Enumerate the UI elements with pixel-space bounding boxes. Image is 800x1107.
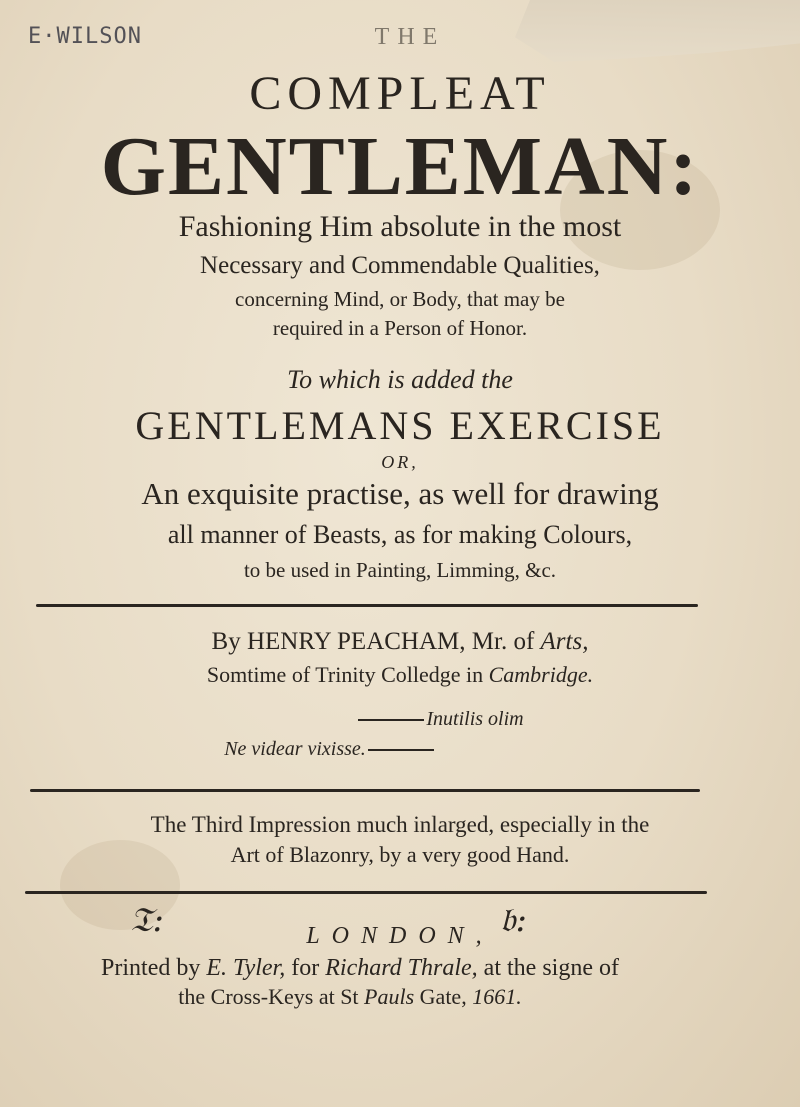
imprint-line-1 — [0, 955, 760, 982]
imprint-location-2: Pauls — [364, 984, 415, 1009]
author-name: By HENRY PEACHAM, Mr. of — [211, 628, 535, 655]
subtitle-line-1: Fashioning Him absolute in the most — [178, 210, 622, 243]
printer-ornament-left: 𝔗: — [130, 900, 164, 940]
motto-text-2: Ne videar vixisse. — [224, 738, 366, 760]
printer-ornament-right: 𝔟: — [500, 900, 527, 940]
motto-text-1: Inutilis olim — [426, 708, 524, 730]
title-gentleman: GENTLEMAN: — [100, 120, 700, 213]
motto-line-1 — [40, 708, 800, 731]
imprint-sign: at the signe of — [483, 955, 619, 981]
imprint-line-2 — [0, 984, 750, 1010]
imprint-publisher: Richard Thrale, — [325, 955, 478, 981]
divider-rule — [30, 789, 700, 792]
edition-line-2: Art of Blazonry, by a very good Hand. — [230, 842, 570, 867]
imprint-printed-by: Printed by — [101, 955, 201, 981]
addition-line-3: to be used in Painting, Limming, &c. — [243, 558, 557, 582]
title-the: THE — [374, 24, 446, 50]
ownership-stamp: E·WILSON — [28, 24, 142, 49]
divider-rule — [36, 604, 698, 607]
subtitle-line-4: required in a Person of Honor. — [272, 316, 528, 340]
divider-rule — [25, 891, 707, 894]
author-affiliation-line — [0, 662, 800, 688]
author-affiliation: Somtime of Trinity Colledge in — [206, 662, 484, 687]
author-place: Cambridge. — [488, 662, 594, 687]
motto-dash — [368, 749, 434, 751]
subtitle-line-2: Necessary and Commendable Qualities, — [200, 252, 600, 279]
imprint-year: 1661. — [472, 984, 522, 1009]
addition-intro: To which is added the — [287, 365, 513, 394]
addition-heading: GENTLEMANS EXERCISE — [135, 403, 665, 448]
subtitle-line-3: concerning Mind, or Body, that may be — [235, 287, 565, 311]
motto-line-2 — [0, 738, 730, 761]
motto-dash — [358, 719, 424, 721]
addition-or: OR, — [381, 452, 419, 472]
addition-line-2: all manner of Beasts, as for making Colours, — [167, 520, 633, 549]
imprint-for: for — [291, 955, 320, 981]
imprint-location-1: the Cross-Keys at St — [178, 984, 359, 1009]
addition-line-1: An exquisite practise, as well for drawing — [141, 476, 659, 511]
imprint-printer: E. Tyler, — [206, 955, 286, 981]
author-line — [0, 628, 800, 656]
imprint-city: LONDON, — [306, 923, 494, 949]
author-degree: Arts, — [540, 628, 589, 655]
imprint-location-3: Gate, — [419, 984, 467, 1009]
edition-line-1: The Third Impression much inlarged, especially in the — [150, 812, 650, 837]
title-compleat: COMPLEAT — [249, 67, 551, 120]
